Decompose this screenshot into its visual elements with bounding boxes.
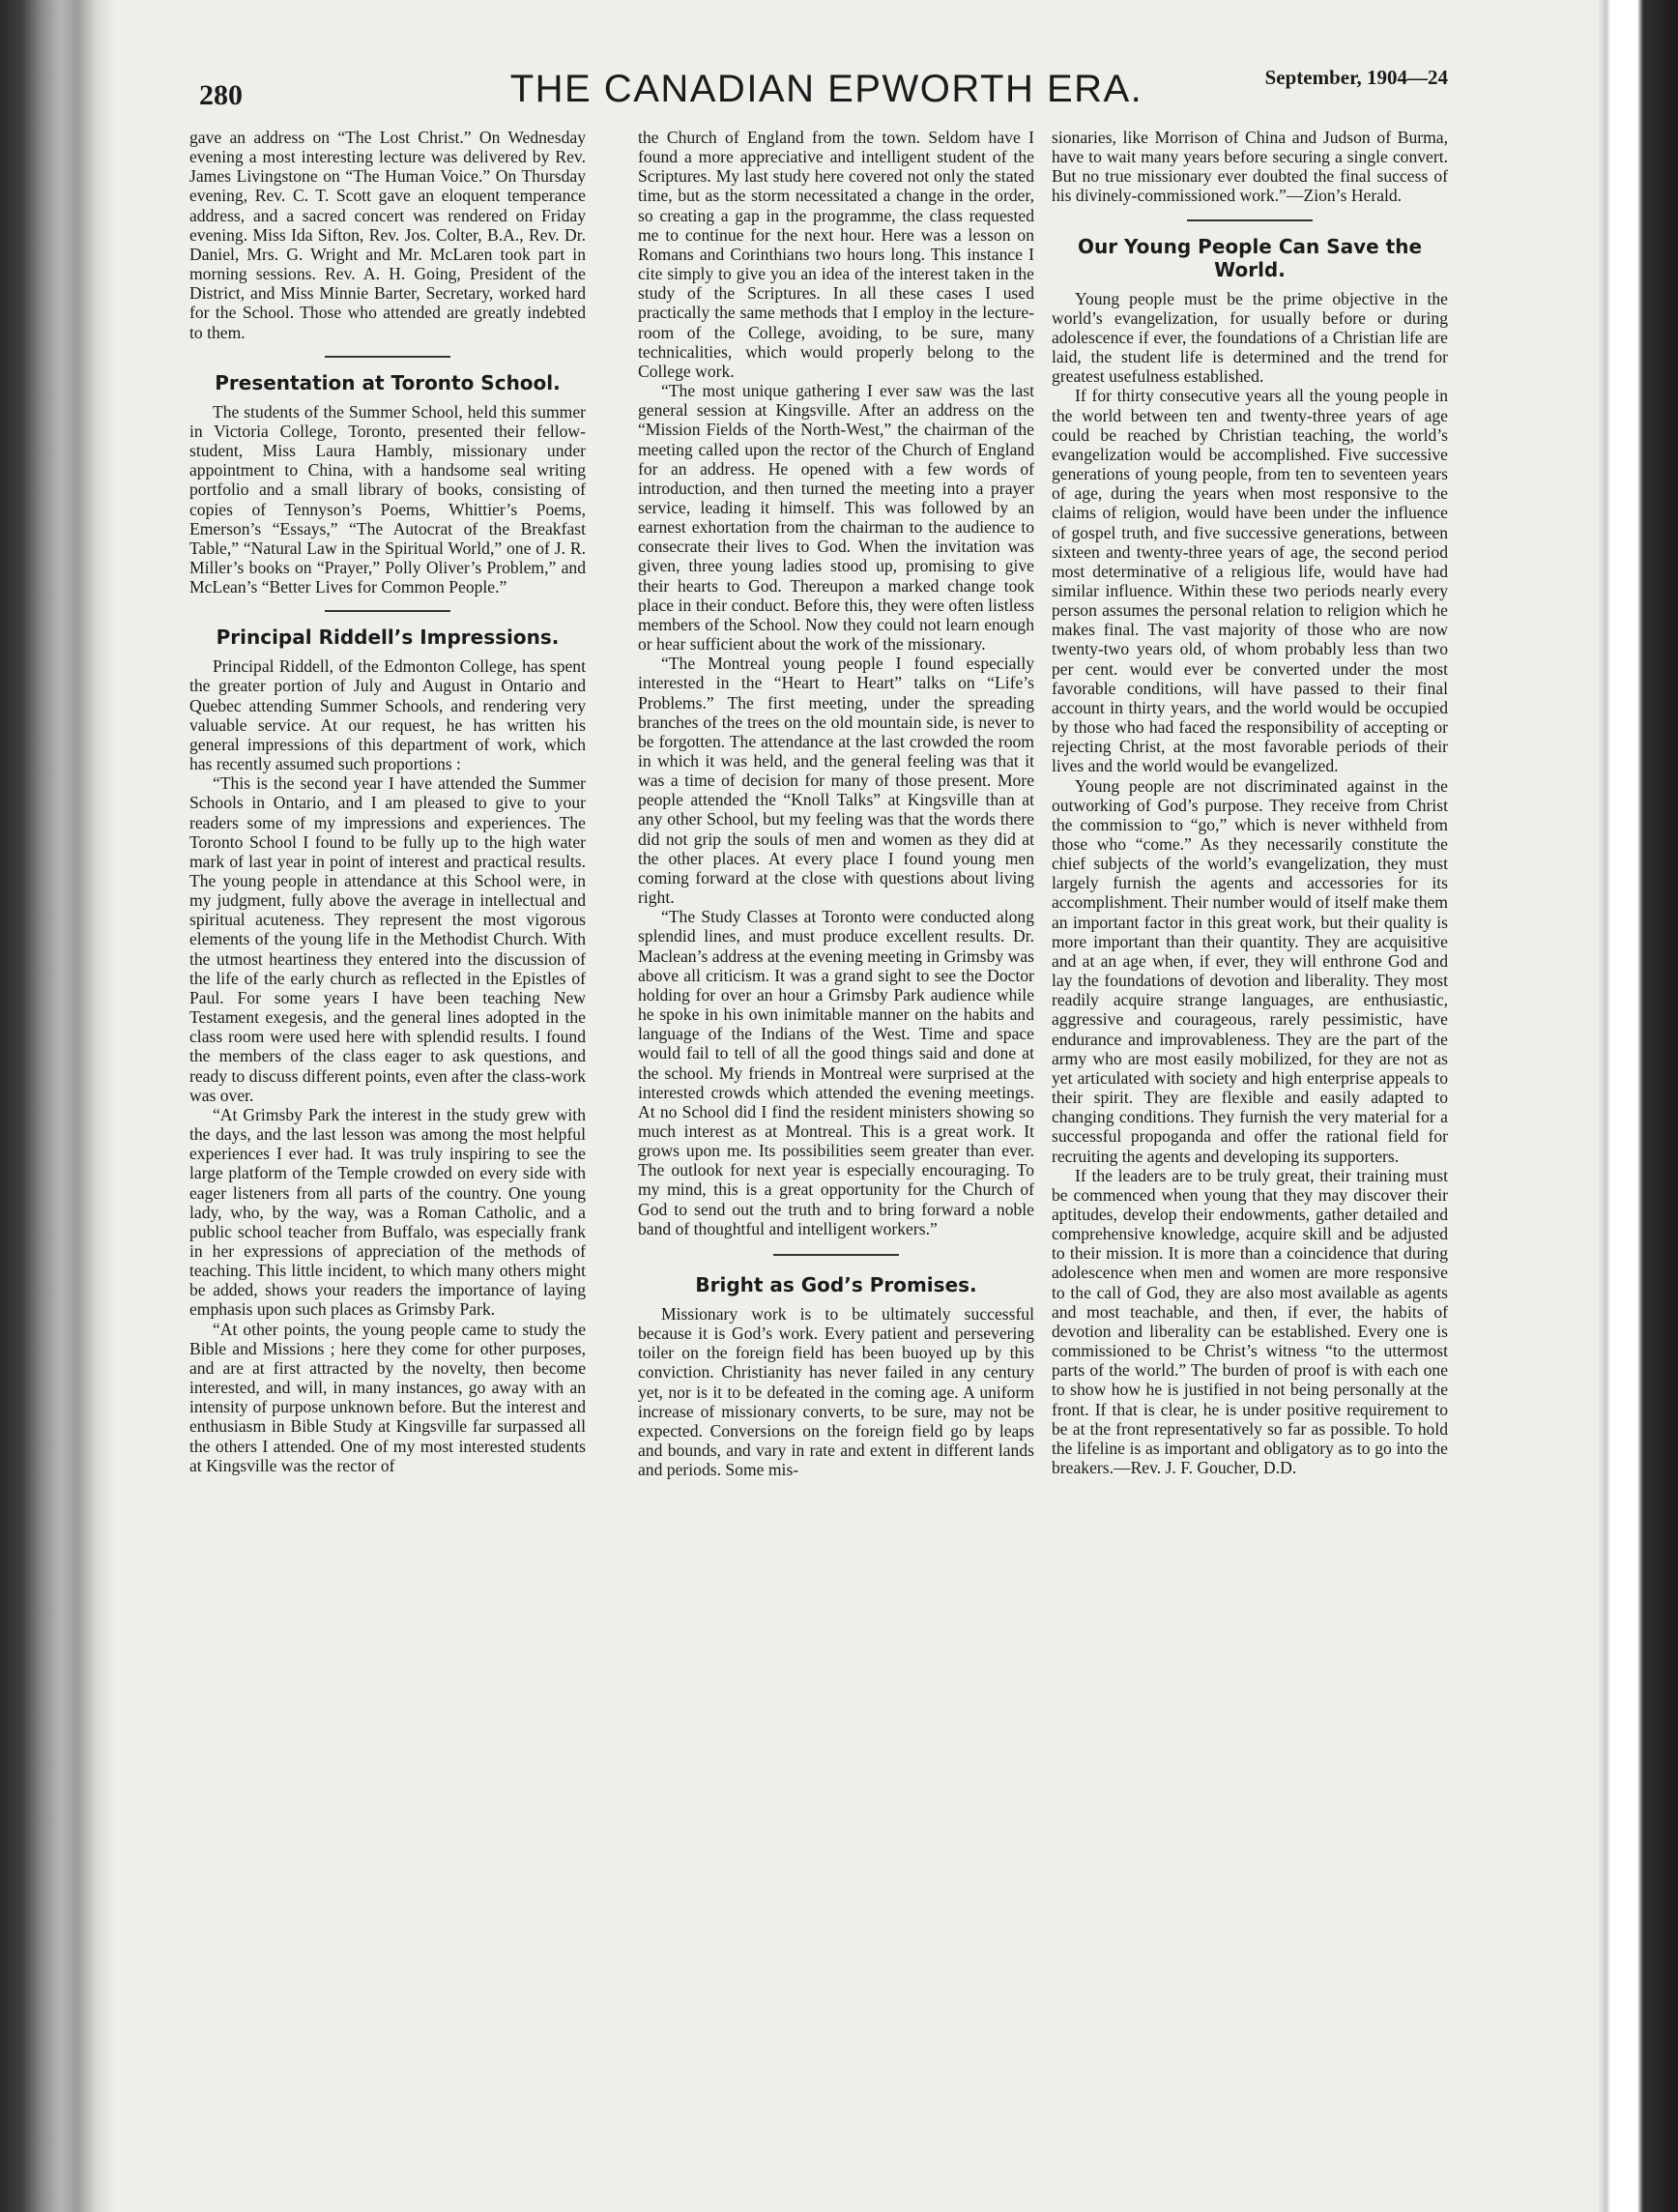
article-paragraph: “The most unique gathering I ever saw was the last general session at Kingsville. After an address on the “Mission Fields of the North-West,” the chairman of the meeting called upon the rector of the Church of England for an address. He opened with a few words of introduction, and then turned the meeting into a prayer service, leading it himself. This was followed by an earnest exhortation from the chairman to the audience to consecrate their lives to God. When the invitation was given, three young ladies stood up, promising to give their hearts to God. Thereupon a marked change took place in their conduct. Before this, they were often listless members of the School. Now they could not learn enough or hear sufficient about the work of the missionary.	[638, 381, 1034, 655]
article-paragraph: Principal Riddell, of the Edmonton College, has spent the greater portion of July and August in Ontario and Quebec attending Summer Schools, and rendering very valuable service. At our request, he has written his general impressions of this department of work, which has recently assumed such proportions :	[189, 656, 586, 774]
article-paragraph: If for thirty consecutive years all the young people in the world between ten and twenty-three years of age could be reached by Christian teaching, the world’s evangelization would be accomplished. Five successive generations of young people, from ten to seventeen years of age, during the years when most responsive to the claims of religion, would have been under the influence of gospel truth, and five successive generations, between sixteen and twenty-three years of age, the second period most determinative of a religious life, would have had similar influence. Within these two periods nearly every person assumes the personal relation to religion which he makes final. The vast majority of those who are now twenty-two years old, of whom probably less than two per cent. would ever be converted under the most favorable conditions, will have passed to their final account in thirty years, and the world would be occupied by those who had faced the responsibility of accepting or rejecting Christ, at the most favorable periods of their lives and the world would be evangelized.	[1052, 386, 1448, 776]
headline-presentation: Presentation at Toronto School.	[215, 370, 561, 394]
article-paragraph: sionaries, like Morrison of China and Judson of Burma, have to wait many years before securing a single convert. But no true missionary ever doubted the final success of his divinely-commissioned work.”—Zion’s Herald.	[1052, 128, 1448, 206]
headline-riddell: Principal Riddell’s Impressions.	[216, 626, 560, 650]
book-binding-edge	[0, 0, 114, 2212]
article-paragraph: “The Montreal young people I found especially interested in the “Heart to Heart” talks on “Life’s Problems.” The first meeting, under the spreading branches of the trees on the old mountain side, is never to be forgotten. The attendance at the last crowded the room in which it was held, and the general feeling was that it was a time of decision for many of those present. More people attended the “Knoll Talks” at Kingsville than at any other School, but my feeling was that the words there did not grip the souls of men and women as they did at the other places. At every place I found young men coming forward at the close with questions about living right.	[638, 654, 1034, 908]
article-paragraph: “At Grimsby Park the interest in the study grew with the days, and the last lesson was among the most helpful experiences I ever had. It was truly inspiring to see the large platform of the Temple crowded on every side with eager listeners from all parts of the country. One young lady, who, by the way, was a Roman Catholic, and a public school teacher from Buffalo, was especially frank in her expressions of appreciation of the methods of teaching. This little incident, to which many others might be added, shows your readers the importance of laying emphasis upon such places as Grimsby Park.	[189, 1104, 586, 1320]
issue-date: September, 1904—24	[1264, 66, 1448, 89]
article-paragraph: Young people are not discriminated against in the outworking of God’s purpose. They receive from Christ the commission to “go,” which is never withheld from those who “come.” As they necessarily constitute the chief subjects of the world’s evangelization, they must largely furnish the agents and accessories for its accomplishment. Their number would of itself make them an important factor in this great work, but their quality is more important than their quantity. They are acquisitive and at an age when, if ever, they will enthrone God and lay the foundations of devotion and liberality. They most readily acquire strange languages, are enthusiastic, aggressive and courageous, rarely pessimistic, have endurance and improvableness. They are the part of the army who are most easily mobilized, for they are not as yet articulated with society and high enterprise appeals to their spirit. They are flexible and easily adapted to changing conditions. They furnish the very material for a successful propoganda and offer the rational field for recruiting the agents and developing its supporters.	[1052, 775, 1448, 1166]
page-number: 280	[199, 79, 243, 111]
article-paragraph: Missionary work is to be ultimately successful because it is God’s work. Every patient and persevering toiler on the foreign field has been buoyed up by this conviction. Christianity has never failed in any century yet, nor is it to be defeated in the coming age. A uniform increase of missionary converts, to be sure, may not be expected. Conversions on the foreign field go by leaps and bounds, and vary in rate and extent in different lands and periods. Some mis-	[638, 1303, 1034, 1480]
article-paragraph: If the leaders are to be truly great, their training must be commenced when young that they may discover their aptitudes, develop their endowments, gather detailed and comprehensive knowledge, acquire skill and be adjusted to their mission. It is more than a coincidence that during adolescence when men and women are more responsive to the call of God, they are also most available as agents and most teachable, and then, if ever, the habits of devotion and liberality can be established. Every one is commissioned to be Christ’s witness “to the uttermost parts of the world.” The burden of proof is with each one to show how he is justified in not being personally at the front. If that is clear, he is under positive requirement to be at the front representatively so far as possible. To hold the lifeline is as important and obligatory as to go into the breakers.—Rev. J. F. Goucher, D.D.	[1052, 1165, 1448, 1477]
article-paragraph: “The Study Classes at Toronto were conducted along splendid lines, and must produce excellent results. Dr. Maclean’s address at the evening meeting in Grimsby was above all criticism. It was a grand sight to see the Doctor holding for over an hour a Grimsby Park audience while he spoke in his own inimitable manner on the habits and language of the Indians of the West. Time and space would fail to tell of all the good things said and done at the school. My friends in Montreal were surprised at the interested crowds which attended the evening meetings. At no School did I find the resident ministers showing so much interest as at Montreal. This is a great work. It grows upon me. Its possibilities seem greater than ever. The outlook for next year is especially encouraging. To my mind, this is a great opportunity for the Church of God to send out the truth and to bring forward a noble band of thoughtful and intelligent workers.”	[638, 907, 1034, 1238]
headline-young-people: Our Young People Can Save the World.	[1077, 234, 1423, 281]
article-paragraph: Young people must be the prime objective in the world’s evangelization, for usually before or during adolescence if ever, the foundations of a Christian life are laid, the student life is determined and the trend for greatest usefulness established.	[1052, 288, 1448, 387]
column-3	[1052, 128, 1448, 2110]
headline-bright-promises: Bright as God’s Promises.	[695, 1272, 977, 1296]
article-paragraph: “At other points, the young people came to study the Bible and Missions ; here they come for other purposes, and are at first attracted by the novelty, then become interested, and will, in many instances, go away with an intensity of purpose unknown before. But the interest and enthusiasm in Bible Study at Kingsville far surpassed all the others I attended. One of my most interested students at Kingsville was the rector of	[189, 1319, 586, 1475]
page-right-edge	[1599, 0, 1678, 2212]
section-divider	[1187, 219, 1313, 221]
section-divider	[773, 1254, 899, 1256]
article-paragraph: gave an address on “The Lost Christ.” On Wednesday evening a most interesting lecture was delivered by Rev. James Livingstone on “The Human Voice.” On Thursday evening, Rev. C. T. Scott gave an eloquent temperance address, and a sacred concert was rendered on Friday evening. Miss Ida Sifton, Rev. Jos. Colter, B.A., Rev. Dr. Daniel, Mrs. G. Wright and Mr. McLaren took part in morning sessions. Rev. A. H. Going, President of the District, and Miss Minnie Barter, Secretary, worked hard for the School. Those who attended are greatly indebted to them.	[189, 128, 586, 342]
article-paragraph: The students of the Summer School, held this summer in Victoria College, Toronto, presented their fellow-student, Miss Laura Hambly, missionary under appointment to China, with a handsome seal writing portfolio and a small library of books, consisting of copies of Tennyson’s Poems, Whittier’s Poems, Emerson’s “Essays,” “The Autocrat of the Breakfast Table,” “Natural Law in the Spiritual World,” one of J. R. Miller’s books on “Prayer,” Polly Oliver’s Problem,” and McLean’s “Better Lives for Common People.”	[189, 401, 586, 597]
section-divider	[325, 356, 450, 358]
page-header	[184, 60, 1469, 114]
column-1	[189, 128, 586, 2110]
journal-title: THE CANADIAN EPWORTH ERA.	[509, 68, 1143, 110]
column-2	[638, 128, 1034, 2110]
article-paragraph: “This is the second year I have attended the Summer Schools in Ontario, and I am pleased to give to your readers some of my impressions and experiences. The Toronto School I found to be fully up to the high water mark of last year in point of interest and practical results. The young people in attendance at this School were, in my judgment, fully above the average in intellectual and spiritual acuteness. They represent the most vigorous elements of the young life in the Methodist Church. With the utmost heartiness they entered into the discussion of the life of the early church as reflected in the Epistles of Paul. For some years I have been teaching New Testament exegesis, and the general lines adopted in the class room were used here with splendid results. I found the members of the class eager to ask questions, and ready to discuss different points, even after the class-work was over.	[189, 773, 586, 1105]
article-paragraph: the Church of England from the town. Seldom have I found a more appreciative and intelligent student of the Scriptures. My last study here covered not only the stated time, but as the storm necessitated a change in the order, so creating a gap in the programme, the class requested me to continue for the next hour. Here was a lesson on Romans and Corinthians two hours long. This instance I cite simply to give you an idea of the interest taken in the study of the Scriptures. In all these cases I used practically the same methods that I employ in the lecture-room of the College, avoiding, to be sure, many technicalities, which would properly belong to the College work.	[638, 128, 1034, 381]
section-divider	[325, 610, 450, 612]
